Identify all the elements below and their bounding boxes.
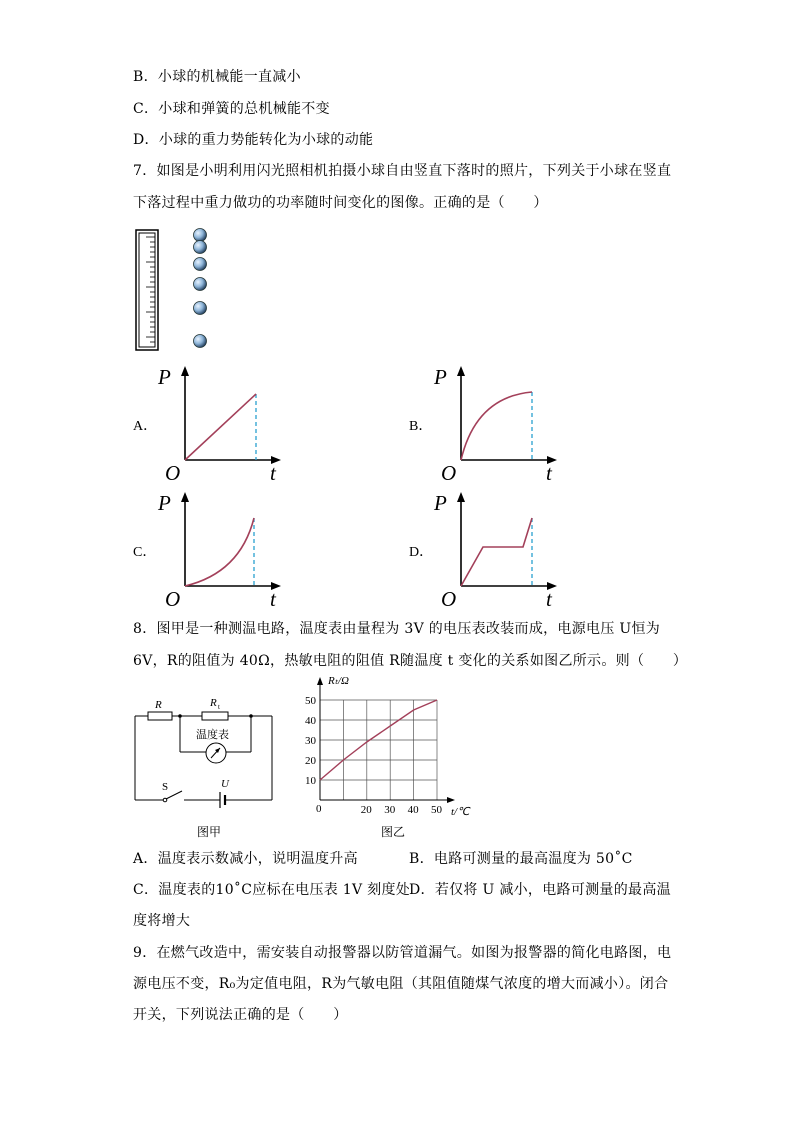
switch-label: S — [162, 781, 169, 793]
x-axis-arrow — [447, 797, 455, 803]
caption-jia: 图甲 — [197, 825, 222, 839]
t-axis-label: t — [546, 461, 552, 485]
q8-option-c: C．温度表的10˚C应标在电压表 1V 刻度处 — [133, 882, 411, 898]
meter-label: 温度表 — [196, 729, 229, 741]
q6-option-b: B．小球的机械能一直减小 — [133, 69, 301, 85]
x-tick-label: 30 — [384, 804, 396, 816]
q7-label-a: A． — [133, 419, 158, 434]
power-curve — [185, 518, 254, 586]
x-tick-label: 40 — [407, 804, 419, 816]
origin-label: O — [441, 461, 457, 485]
q8-option-d: D．若仅将 U 减小，电路可测量的最高温 — [409, 882, 671, 898]
q7-stem-line2: 下落过程中重力做功的功率随时间变化的图像。正确的是（ ） — [133, 195, 548, 211]
resistor-r — [148, 712, 172, 720]
q8-option-d-cont: 度将增大 — [133, 913, 191, 929]
power-curve — [461, 518, 532, 586]
q7-label-b: B． — [409, 419, 433, 434]
y-tick-label: 10 — [305, 775, 316, 787]
chart-xlabel: t/℃ — [451, 806, 470, 818]
rt-label: R — [210, 697, 217, 709]
circuit-diagram — [130, 692, 280, 812]
p-axis-label: P — [434, 365, 447, 389]
t-axis-label: t — [546, 587, 552, 611]
ball-1 — [194, 229, 207, 242]
y-tick-label: 30 — [305, 735, 316, 747]
t-axis-label: t — [270, 587, 276, 611]
ball-2 — [194, 241, 207, 254]
y-tick-label: 50 — [305, 695, 316, 707]
graph-d — [431, 488, 571, 613]
origin-label: O — [165, 461, 181, 485]
chart-ylabel: Rₜ/Ω — [328, 675, 349, 687]
power-curve — [185, 394, 256, 460]
graph-c — [155, 488, 295, 613]
q8-option-b: B．电路可测量的最高温度为 50˚C — [409, 851, 633, 867]
x-tick-label: 20 — [360, 804, 372, 816]
t-axis-label: t — [270, 461, 276, 485]
q7-label-d: D． — [409, 545, 434, 560]
q8-stem-line1: 8．图甲是一种测温电路，温度表由量程为 3V 的电压表改装而成，电源电压 U恒为 — [133, 621, 661, 637]
ball-4 — [194, 278, 207, 291]
switch-s — [166, 791, 182, 799]
ball-6 — [194, 335, 207, 348]
p-axis-label: P — [434, 491, 447, 515]
q9-stem-line3: 开关，下列说法正确的是（ ） — [133, 1007, 348, 1023]
chart-origin: 0 — [316, 803, 322, 815]
q9-stem-line1: 9．在燃气改造中，需安装自动报警器以防管道漏气。如图为报警器的简化电路图，电 — [133, 945, 672, 961]
rt-subscript: t — [218, 703, 220, 711]
q7-label-c: C． — [133, 545, 157, 560]
y-tick-label: 40 — [305, 715, 316, 727]
p-axis-label: P — [158, 365, 171, 389]
source-label: U — [221, 778, 229, 790]
origin-label: O — [165, 587, 181, 611]
ruler — [136, 230, 158, 350]
graph-a — [155, 362, 295, 487]
strobe-photo — [130, 225, 230, 355]
p-axis-label: P — [158, 491, 171, 515]
power-curve — [461, 392, 532, 460]
rt-temperature-chart — [300, 668, 480, 818]
q6-option-c: C．小球和弹簧的总机械能不变 — [133, 101, 330, 117]
y-tick-label: 20 — [305, 755, 316, 767]
q9-stem-line2: 源电压不变，R₀为定值电阻，R为气敏电阻（其阻值随煤气浓度的增大而减小）。闭合 — [133, 976, 669, 992]
origin-label: O — [441, 587, 457, 611]
thermistor-rt — [202, 712, 228, 720]
ball-5 — [194, 302, 207, 315]
q7-stem-line1: 7．如图是小明利用闪光照相机拍摄小球自由竖直下落时的照片，下列关于小球在竖直 — [133, 163, 672, 179]
r-label: R — [155, 699, 162, 711]
q8-option-a: A．温度表示数减小，说明温度升高 — [133, 851, 358, 867]
caption-yi: 图乙 — [381, 825, 406, 839]
x-tick-label: 50 — [431, 804, 442, 816]
q6-option-d: D．小球的重力势能转化为小球的动能 — [133, 132, 374, 148]
graph-b — [431, 362, 571, 487]
ball-3 — [194, 258, 207, 271]
y-axis-arrow — [317, 677, 323, 685]
q8-stem-line2: 6V，R的阻值为 40Ω，热敏电阻的阻值 R随温度 t 变化的关系如图乙所示。则（ ） — [133, 653, 688, 669]
